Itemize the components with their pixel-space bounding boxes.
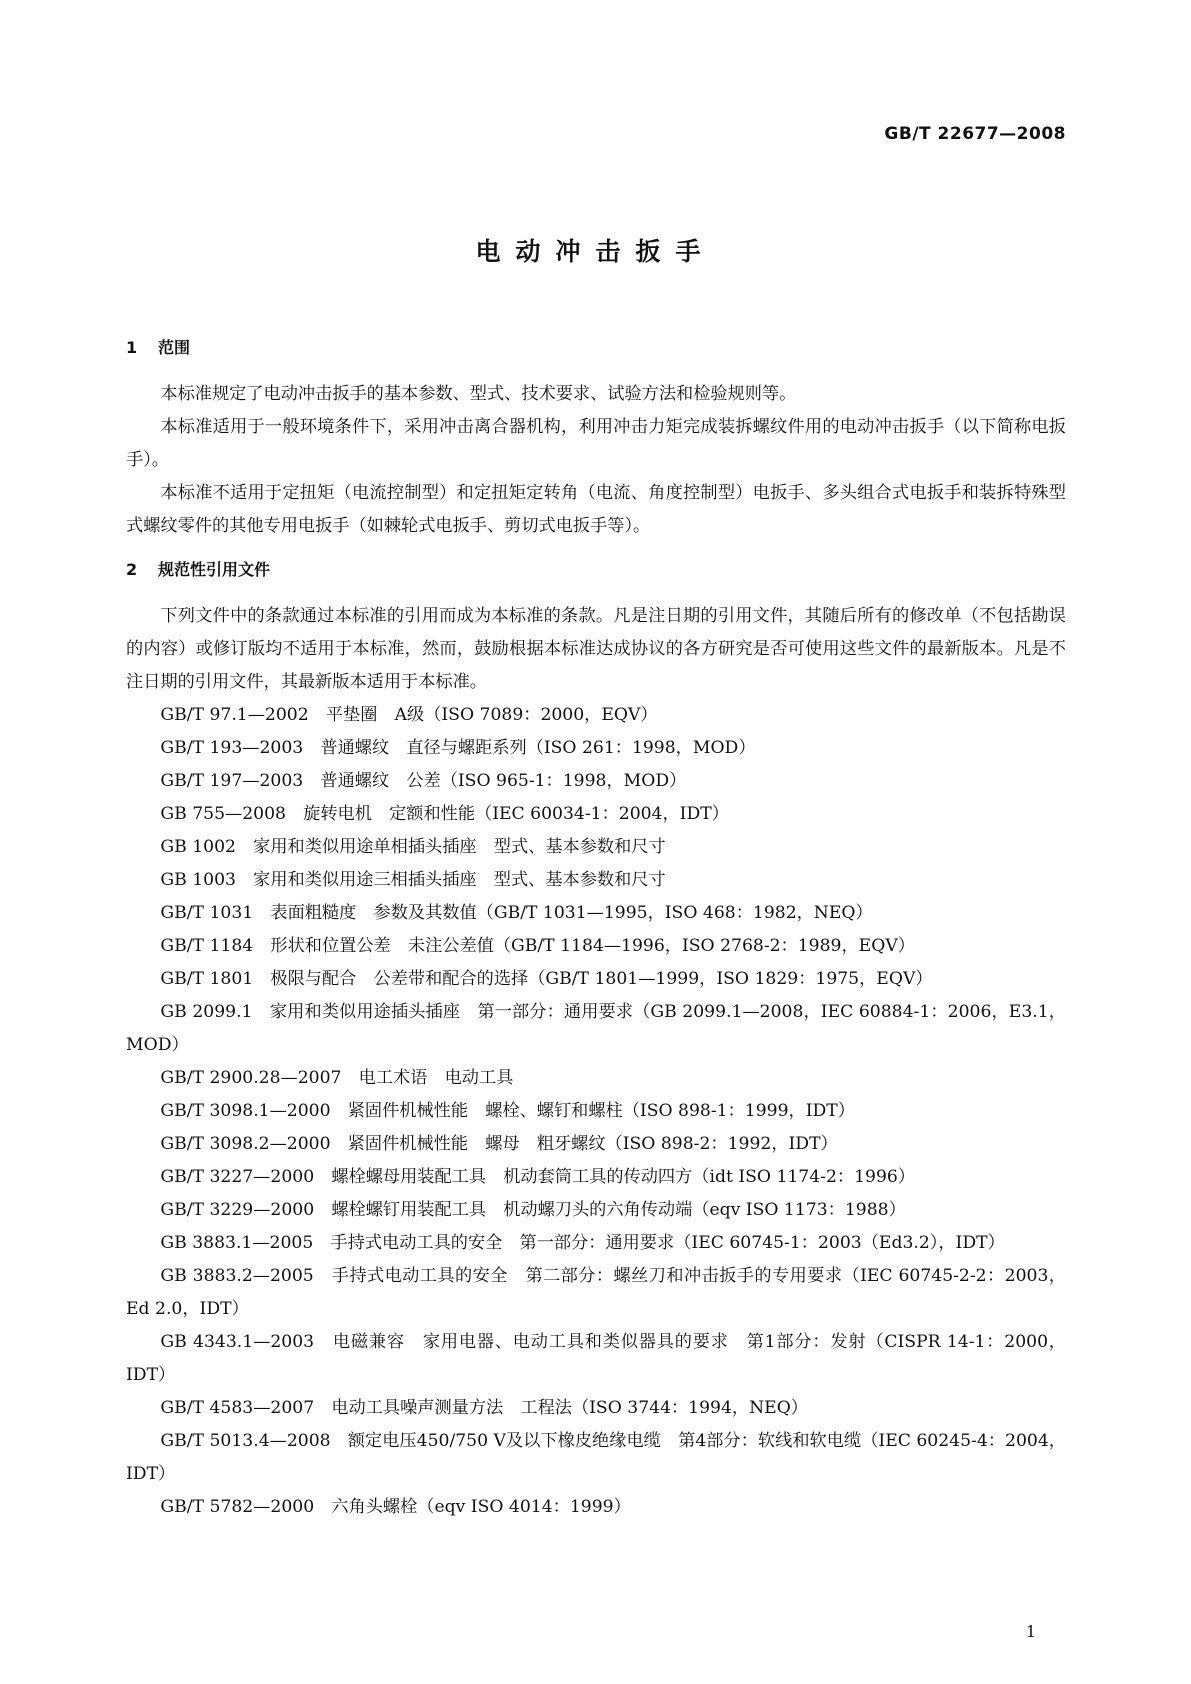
scope-paragraph: 本标准不适用于定扭矩（电流控制型）和定扭矩定转角（电流、角度控制型）电扳手、多头组合式电扳手和装拆特殊型式螺纹零件的其他专用电扳手（如棘轮式电扳手、剪切式电扳手等）。 bbox=[126, 483, 1066, 536]
reference-item: GB/T 1184 形状和位置公差 未注公差值（GB/T 1184—1996，ISO 2768-2：1989，EQV） bbox=[160, 936, 915, 956]
document-title: 电动冲击扳手 bbox=[475, 237, 716, 266]
section-heading-normative-references bbox=[126, 553, 1066, 586]
reference-item: GB 3883.2—2005 手持式电动工具的安全 第二部分：螺丝刀和冲击扳手的专用要求（IEC 60745-2-2：2003，Ed 2.0，IDT） bbox=[126, 1266, 1066, 1319]
reference-item: GB/T 97.1—2002 平垫圈 A级（ISO 7089：2000，EQV） bbox=[160, 705, 658, 725]
reference-item: GB/T 3098.1—2000 紧固件机械性能 螺栓、螺钉和螺柱（ISO 898-1：1999，IDT） bbox=[160, 1101, 855, 1121]
reference-item: GB/T 2900.28—2007 电工术语 电动工具 bbox=[160, 1068, 514, 1088]
references-intro: 下列文件中的条款通过本标准的引用而成为本标准的条款。凡是注日期的引用文件，其随后所有的修改单（不包括勘误的内容）或修订版均不适用于本标准，然而，鼓励根据本标准达成协议的各方研究是否可使用这些文件的最新版本。凡是不注日期的引用文件，其最新版本适用于本标准。 bbox=[126, 606, 1066, 692]
reference-item: GB/T 193—2003 普通螺纹 直径与螺距系列（ISO 261：1998，MOD） bbox=[160, 738, 756, 758]
scope-paragraph: 本标准规定了电动冲击扳手的基本参数、型式、技术要求、试验方法和检验规则等。 bbox=[160, 384, 797, 404]
reference-item: GB/T 5782—2000 六角头螺栓（eqv ISO 4014：1999） bbox=[160, 1497, 631, 1517]
standard-code: GB/T 22677—2008 bbox=[884, 124, 1066, 144]
reference-item: GB/T 4583—2007 电动工具噪声测量方法 工程法（ISO 3744：1994，NEQ） bbox=[160, 1398, 808, 1418]
reference-item: GB 3883.1—2005 手持式电动工具的安全 第一部分：通用要求（IEC 60745-1：2003（Ed3.2），IDT） bbox=[160, 1233, 1005, 1253]
reference-item: GB/T 1801 极限与配合 公差带和配合的选择（GB/T 1801—1999，ISO 1829：1975，EQV） bbox=[160, 969, 933, 989]
reference-item: GB/T 5013.4—2008 额定电压450/750 V及以下橡皮绝缘电缆 第4部分：软线和软电缆（IEC 60245-4：2004，IDT） bbox=[126, 1431, 1066, 1484]
section-title: 规范性引用文件 bbox=[158, 560, 271, 579]
reference-item: GB 2099.1 家用和类似用途插头插座 第一部分：通用要求（GB 2099.1—2008，IEC 60884-1：2006，E3.1，MOD） bbox=[126, 1002, 1066, 1055]
reference-item: GB/T 1031 表面粗糙度 参数及其数值（GB/T 1031—1995，ISO 468：1982，NEQ） bbox=[160, 903, 873, 923]
section-title: 范围 bbox=[158, 338, 191, 357]
reference-item: GB 1002 家用和类似用途单相插头插座 型式、基本参数和尺寸 bbox=[160, 837, 666, 857]
scope-paragraph: 本标准适用于一般环境条件下，采用冲击离合器机构，利用冲击力矩完成装拆螺纹件用的电动冲击扳手（以下简称电扳手）。 bbox=[126, 417, 1066, 470]
section-heading-scope bbox=[126, 331, 1066, 364]
document-body bbox=[126, 331, 1066, 1524]
reference-item: GB/T 3227—2000 螺栓螺母用装配工具 机动套筒工具的传动四方（idt ISO 1174-2：1996） bbox=[160, 1167, 916, 1187]
reference-item: GB 1003 家用和类似用途三相插头插座 型式、基本参数和尺寸 bbox=[160, 870, 666, 890]
reference-item: GB/T 197—2003 普通螺纹 公差（ISO 965-1：1998，MOD） bbox=[160, 771, 687, 791]
reference-item: GB/T 3229—2000 螺栓螺钉用装配工具 机动螺刀头的六角传动端（eqv ISO 1173：1988） bbox=[160, 1200, 906, 1220]
section-number: 1 bbox=[126, 338, 138, 357]
reference-item: GB 4343.1—2003 电磁兼容 家用电器、电动工具和类似器具的要求 第1部分：发射（CISPR 14-1：2000，IDT） bbox=[126, 1332, 1066, 1385]
page-number: 1 bbox=[1025, 1622, 1036, 1641]
reference-item: GB 755—2008 旋转电机 定额和性能（IEC 60034-1：2004，IDT） bbox=[160, 804, 729, 824]
section-number: 2 bbox=[126, 560, 138, 579]
reference-item: GB/T 3098.2—2000 紧固件机械性能 螺母 粗牙螺纹（ISO 898-2：1992，IDT） bbox=[160, 1134, 838, 1154]
